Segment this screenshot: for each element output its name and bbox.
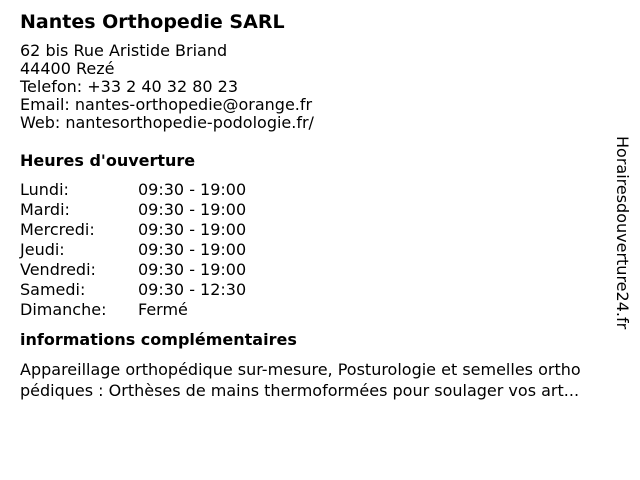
day-label: Lundi:: [20, 180, 69, 199]
hours-table: [20, 180, 630, 320]
site-watermark: Horairesdouverture24.fr: [613, 136, 632, 330]
day-label: Mercredi:: [20, 220, 95, 239]
hours-row-saturday: [20, 280, 630, 300]
time-value: 09:30 - 19:00: [138, 200, 247, 219]
day-label: Vendredi:: [20, 260, 96, 279]
time-value: 09:30 - 12:30: [138, 280, 247, 299]
phone-number: Telefon: +33 2 40 32 80 23: [20, 77, 239, 96]
time-value: 09:30 - 19:00: [138, 220, 247, 239]
day-label: Dimanche:: [20, 300, 107, 319]
hours-row-thursday: [20, 240, 630, 260]
extra-info-line: Appareillage orthopédique sur-mesure, Posturologie et semelles ortho: [20, 360, 581, 379]
hours-row-sunday: [20, 300, 630, 320]
time-value: 09:30 - 19:00: [138, 260, 247, 279]
hours-row-monday: [20, 180, 630, 200]
day-label: Mardi:: [20, 200, 70, 219]
address-block: [20, 42, 630, 132]
business-card: [20, 8, 630, 401]
hours-row-friday: [20, 260, 630, 280]
extra-info-title: informations complémentaires: [20, 330, 297, 349]
time-value: Fermé: [138, 300, 188, 319]
street-address: 62 bis Rue Aristide Briand: [20, 41, 228, 60]
day-label: Jeudi:: [20, 240, 65, 259]
website: Web: nantesorthopedie-podologie.fr/: [20, 113, 314, 132]
time-value: 09:30 - 19:00: [138, 180, 247, 199]
city-address: 44400 Rezé: [20, 59, 115, 78]
email-address: Email: nantes-orthopedie@orange.fr: [20, 95, 313, 114]
extra-info-text: [20, 359, 632, 401]
hours-row-tuesday: [20, 200, 630, 220]
hours-title: Heures d'ouverture: [20, 151, 196, 170]
hours-row-wednesday: [20, 220, 630, 240]
time-value: 09:30 - 19:00: [138, 240, 247, 259]
extra-info-line: pédiques : Orthèses de mains thermoformées pour soulager vos art...: [20, 381, 580, 400]
day-label: Samedi:: [20, 280, 86, 299]
business-name: Nantes Orthopedie SARL: [20, 11, 285, 33]
